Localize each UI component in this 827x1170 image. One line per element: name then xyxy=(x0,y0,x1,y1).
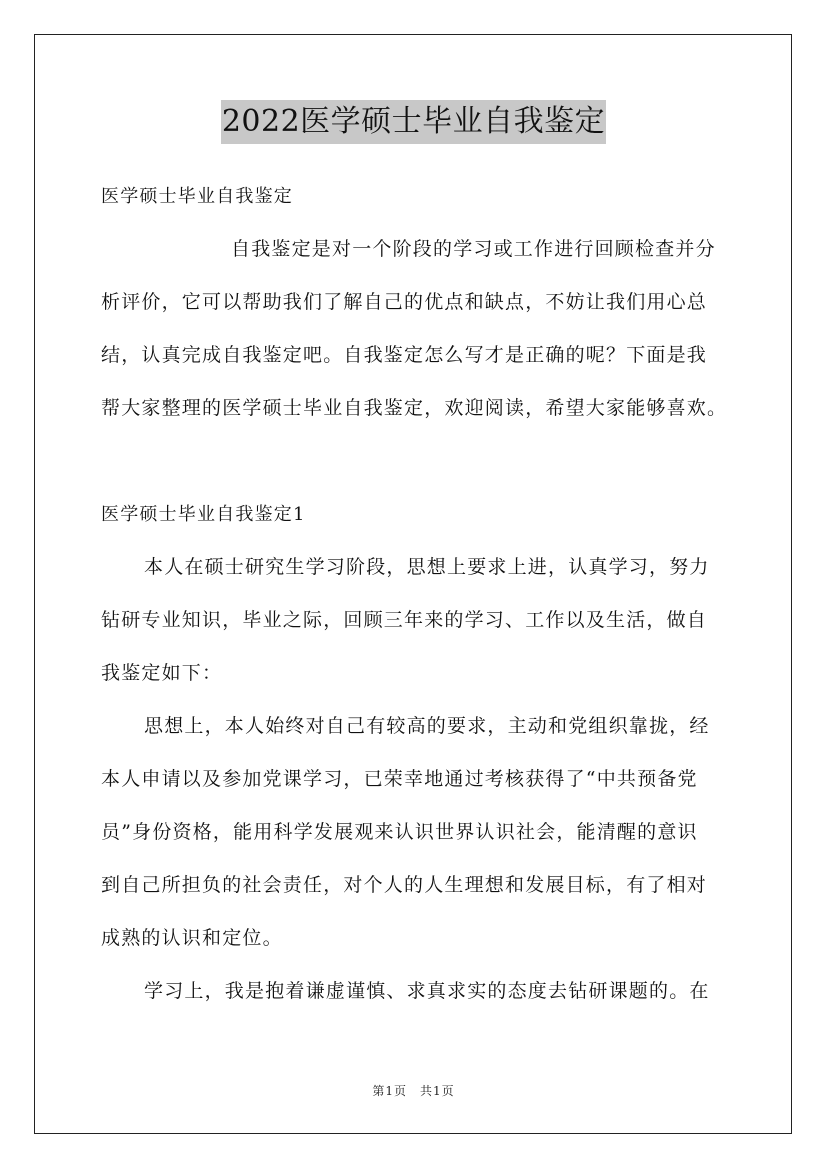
paragraph-line: 到自己所担负的社会责任，对个人的人生理想和发展目标，有了相对 xyxy=(101,874,708,896)
paragraph-line: 本人在硕士研究生学习阶段，思想上要求上进，认真学习，努力 xyxy=(144,556,710,578)
intro-line: 析评价，它可以帮助我们了解自己的优点和缺点，不妨让我们用心总 xyxy=(101,291,708,313)
title-container xyxy=(0,100,827,144)
page-footer: 第1页 共1页 xyxy=(372,1084,455,1098)
blank-line xyxy=(101,435,741,488)
section-heading: 医学硕士毕业自我鉴定1 xyxy=(101,504,306,525)
intro-line: 帮大家整理的医学硕士毕业自我鉴定，欢迎阅读，希望大家能够喜欢。 xyxy=(101,397,728,419)
paragraph-line: 钻研专业知识，毕业之际，回顾三年来的学习、工作以及生活，做自 xyxy=(101,609,708,631)
paragraph-line: 员”身份资格，能用科学发展观来认识世界认识社会，能清醒的意识 xyxy=(101,821,698,843)
document-body xyxy=(101,170,741,1018)
paragraph-line: 成熟的认识和定位。 xyxy=(101,927,283,949)
intro-line: 结，认真完成自我鉴定吧。自我鉴定怎么写才是正确的呢？下面是我 xyxy=(101,344,708,366)
paragraph-line: 我鉴定如下： xyxy=(101,662,223,684)
paragraph-line: 学习上，我是抱着谦虚谨慎、求真求实的态度去钻研课题的。在 xyxy=(144,980,710,1002)
document-subtitle: 医学硕士毕业自我鉴定 xyxy=(101,186,293,207)
paragraph-line: 思想上，本人始终对自己有较高的要求，主动和党组织靠拢，经 xyxy=(144,715,710,737)
intro-line: 自我鉴定是对一个阶段的学习或工作进行回顾检查并分 xyxy=(231,238,716,260)
paragraph-line: 本人申请以及参加党课学习，已荣幸地通过考核获得了“中共预备党 xyxy=(101,768,698,790)
document-title: 2022医学硕士毕业自我鉴定 xyxy=(221,100,606,144)
